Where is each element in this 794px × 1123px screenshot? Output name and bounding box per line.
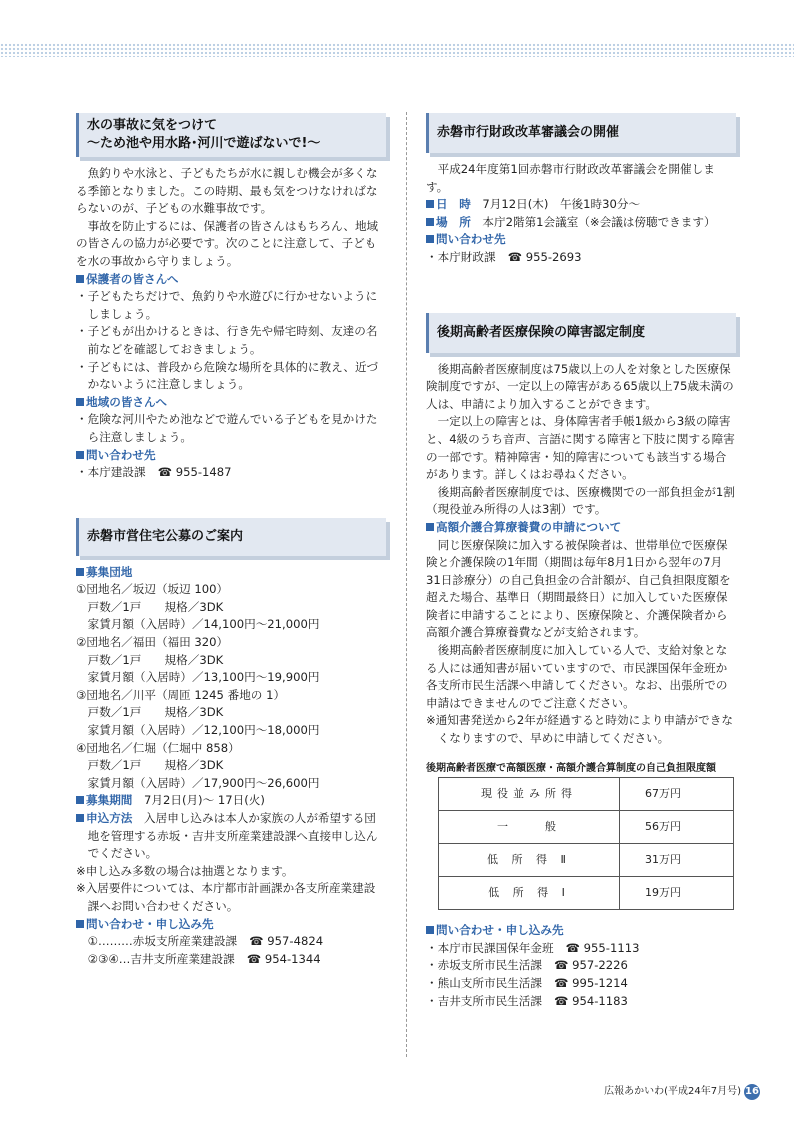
table-cell-label: 低 所 得 Ⅰ [439,877,620,910]
council-contact-subheading: 問い合わせ先 [426,231,736,249]
water-title-line1: 水の事故に気をつけて [87,118,218,133]
council-place-value: 本庁2階第1会議室（※会議は傍聴できます） [482,214,716,229]
water-title-line2: ～ため池や用水路･河川で遊ばないで!～ [87,136,321,151]
complex-4-units: 戸数／1戸 規格／3DK [87,758,224,773]
water-contact-subheading: 問い合わせ先 [76,447,386,465]
water-accident-heading [76,113,386,157]
complex-4-name: ④団地名／仁堀（仁堀中 858） [76,740,240,755]
complex-subheading: 募集団地 [76,564,386,582]
square-icon [76,796,84,804]
elderly-para-3: 後期高齢者医療制度では、医療機関での一部負担金が1割（現役並み所得の人は3割）です。 [426,484,735,517]
table-cell-value: 56万円 [620,811,734,844]
header-dot-band [0,43,794,57]
housing-contact-1: ①………赤坂支所産業建設課 ☎ 957-4824 [87,934,324,949]
table-row [439,844,734,877]
complex-2-rent: 家賃月額（入居時）／13,100円～19,900円 [87,670,320,685]
elderly-contact-4: ・吉井支所市民生活課 ☎ 954-1183 [426,993,628,1008]
council-para: 平成24年度第1回赤磐市行財政改革審議会を開催します。 [426,162,715,194]
council-heading [426,113,736,153]
complex-1-rent: 家賃月額（入居時）／14,100円～21,000円 [87,617,320,632]
elderly-contact-4-tel: ☎ 954-1183 [553,993,628,1008]
complex-1-name: ①団地名／坂辺（坂辺 100） [76,582,229,597]
complex-1-units: 戸数／1戸 規格／3DK [87,599,224,614]
water-contact-line: ・本庁建設課 ☎ 955-1487 [76,465,232,480]
council-contact-line: ・本庁財政課 ☎ 955-2693 [426,249,582,264]
housing-note-1: ※申し込み多数の場合は抽選となります。 [76,863,294,878]
method-value: 入居申し込みは本人か家族の人が希望する団地を管理する赤坂・吉井支所産業建設課へ直接申し込んでください。 [87,811,378,861]
housing-contact-1-tel: ☎ 957-4824 [249,934,324,949]
square-icon [76,398,84,406]
elderly-contact-2-tel: ☎ 957-2226 [553,958,628,973]
water-contact-tel: ☎ 955-1487 [157,465,232,480]
table-cell-value: 19万円 [620,877,734,910]
guardians-subheading: 保護者の皆さんへ [76,271,386,289]
complex-3-rent: 家賃月額（入居時）／12,100円～18,000円 [87,723,320,738]
square-icon [76,275,84,283]
method-line: 申込方法 入居申し込みは本人か家族の人が希望する団地を管理する赤坂・吉井支所産業建設課へ直接申し込んでください。 [76,810,386,863]
complex-2-units: 戸数／1戸 規格／3DK [87,652,224,667]
guardian-item-2: ・子どもが出かけるときは、行き先や帰宅時刻、友達の名前などを確認しておきましょう。 [76,324,378,356]
housing-heading [76,518,386,556]
elderly-para-1: 後期高齢者医療制度は75歳以上の人を対象とした医療保険制度ですが、一定以上の障害がある65歳以上75歳未満の人は、申請により加入することができます。 [426,361,734,411]
square-icon [426,235,434,243]
elderly-contact-3-tel: ☎ 995-1214 [553,976,628,990]
elderly-title: 後期高齢者医療保険の障害認定制度 [437,324,646,340]
period-line: 募集期間 7月2日(月)～ 17日(火) [76,792,386,810]
elderly-contact-1: ・本庁市民課国保年金班 ☎ 955-1113 [426,940,640,955]
elderly-heading [426,313,736,353]
guardian-item-3: ・子どもには、普段から危険な場所を具体的に教え、近づかないように注意しましょう。 [76,359,379,392]
table-cell-value: 31万円 [620,844,734,877]
guardian-item-1: ・子どもたちだけで、魚釣りや水遊びに行かせないようにしましょう。 [76,289,378,321]
elderly-note: ※通知書発送から2年が経過すると時効により申請ができなくなりますので、早めに申請してください。 [426,713,733,746]
elderly-para-2: 一定以上の障害とは、身体障害者手帳1級から3級の障害と、4級のうち音声、言語に関する障害と下肢に関する障害の一部です。精神障害・知的障害についても該当する場合があります。詳しくはお尋ねください。 [426,414,735,482]
council-contact-tel: ☎ 955-2693 [507,249,582,264]
period-value: 7月2日(月)～ 17日(火) [144,793,265,808]
square-icon [76,920,84,928]
table-row [439,778,734,811]
page-footer [604,1082,760,1100]
council-date-value: 7月12日(木) 午後1時30分～ [482,197,641,212]
limit-table [438,777,734,910]
housing-contact-2-tel: ☎ 954-1344 [246,951,321,966]
council-place-line: 場 所 本庁2階第1会議室（※会議は傍聴できます） [426,214,736,232]
square-icon [426,218,434,226]
square-icon [426,523,434,531]
high-cost-subheading: 高額介護合算療養費の申請について [426,519,736,537]
housing-note-2: ※入居要件については、本庁都市計画課か各支所産業建設課へお問い合わせください。 [76,881,376,913]
right-column [426,113,736,1010]
table-cell-label: 現役並み所得 [439,778,620,811]
housing-contact-subheading: 問い合わせ・申し込み先 [76,916,386,934]
elderly-contact-1-tel: ☎ 955-1113 [565,940,640,955]
complex-4-rent: 家賃月額（入居時）／17,900円～26,600円 [87,775,320,790]
column-divider [406,112,407,1057]
square-icon [76,814,84,822]
region-item-1: ・危険な河川やため池などで遊んでいる子どもを見かけたら注意しましょう。 [76,412,378,444]
table-row [439,811,734,844]
square-icon [426,926,434,934]
complex-2-name: ②団地名／福田（福田 320） [76,635,229,650]
table-cell-label: 低 所 得 Ⅱ [439,844,620,877]
left-column [76,113,386,968]
elderly-contact-3: ・熊山支所市民生活課 ☎ 995-1214 [426,976,628,990]
table-cell-label: 一 般 [439,811,620,844]
footer-publication: 広報あかいわ(平成24年7月号) [604,1086,741,1097]
housing-title: 赤磐市営住宅公募のご案内 [87,528,244,544]
limit-table-caption: 後期高齢者医療で高額医療・高額介護合算制度の自己負担限度額 [426,762,716,774]
complex-3-name: ③団地名／川平（周匝 1245 番地の 1） [76,687,286,702]
square-icon [426,200,434,208]
water-para-1: 魚釣りや水泳と、子どもたちが水に親しむ機会が多くなる季節となりました。この時期、最も気をつけなければならないのが、子どもの水難事故です。 [76,166,378,216]
region-subheading: 地域の皆さんへ [76,394,386,412]
housing-contact-2: ②③④…吉井支所産業建設課 ☎ 954-1344 [87,951,321,966]
square-icon [76,451,84,459]
water-para-2: 事故を防止するには、保護者の皆さんはもちろん、地域の皆さんの協力が必要です。次のことに注意して、子どもを水の事故から守りましょう。 [76,218,379,268]
council-date-line: 日 時 7月12日(木) 午後1時30分～ [426,196,736,214]
complex-3-units: 戸数／1戸 規格／3DK [87,705,224,720]
elderly-para-4: 同じ医療保険に加入する被保険者は、世帯単位で医療保険と介護保険の1年間（期間は毎年8月1日から翌年の7月31日診療分）の自己負担金の合計額が、自己負担限度額を超えた場合、基準日（期間最終日）に加入していた医療保険者に申請することにより、医療保険と、介護保険者から高額介護合算療養費などが支給されます。 [426,537,731,640]
table-row [439,877,734,910]
elderly-contact-2: ・赤坂支所市民生活課 ☎ 957-2226 [426,958,628,973]
elderly-contact-subheading: 問い合わせ・申し込み先 [426,922,736,940]
square-icon [76,568,84,576]
page-number: 16 [744,1084,760,1100]
council-title: 赤磐市行財政改革審議会の開催 [437,125,620,140]
elderly-para-5: 後期高齢者医療制度に加入している人で、支給対象となる人には通知書が届いていますので、市民課国保年金班か各支所市民生活課へ申請してください。なお、出張所での申請はできませんのでご注意ください。 [426,643,728,710]
table-cell-value: 67万円 [620,778,734,811]
